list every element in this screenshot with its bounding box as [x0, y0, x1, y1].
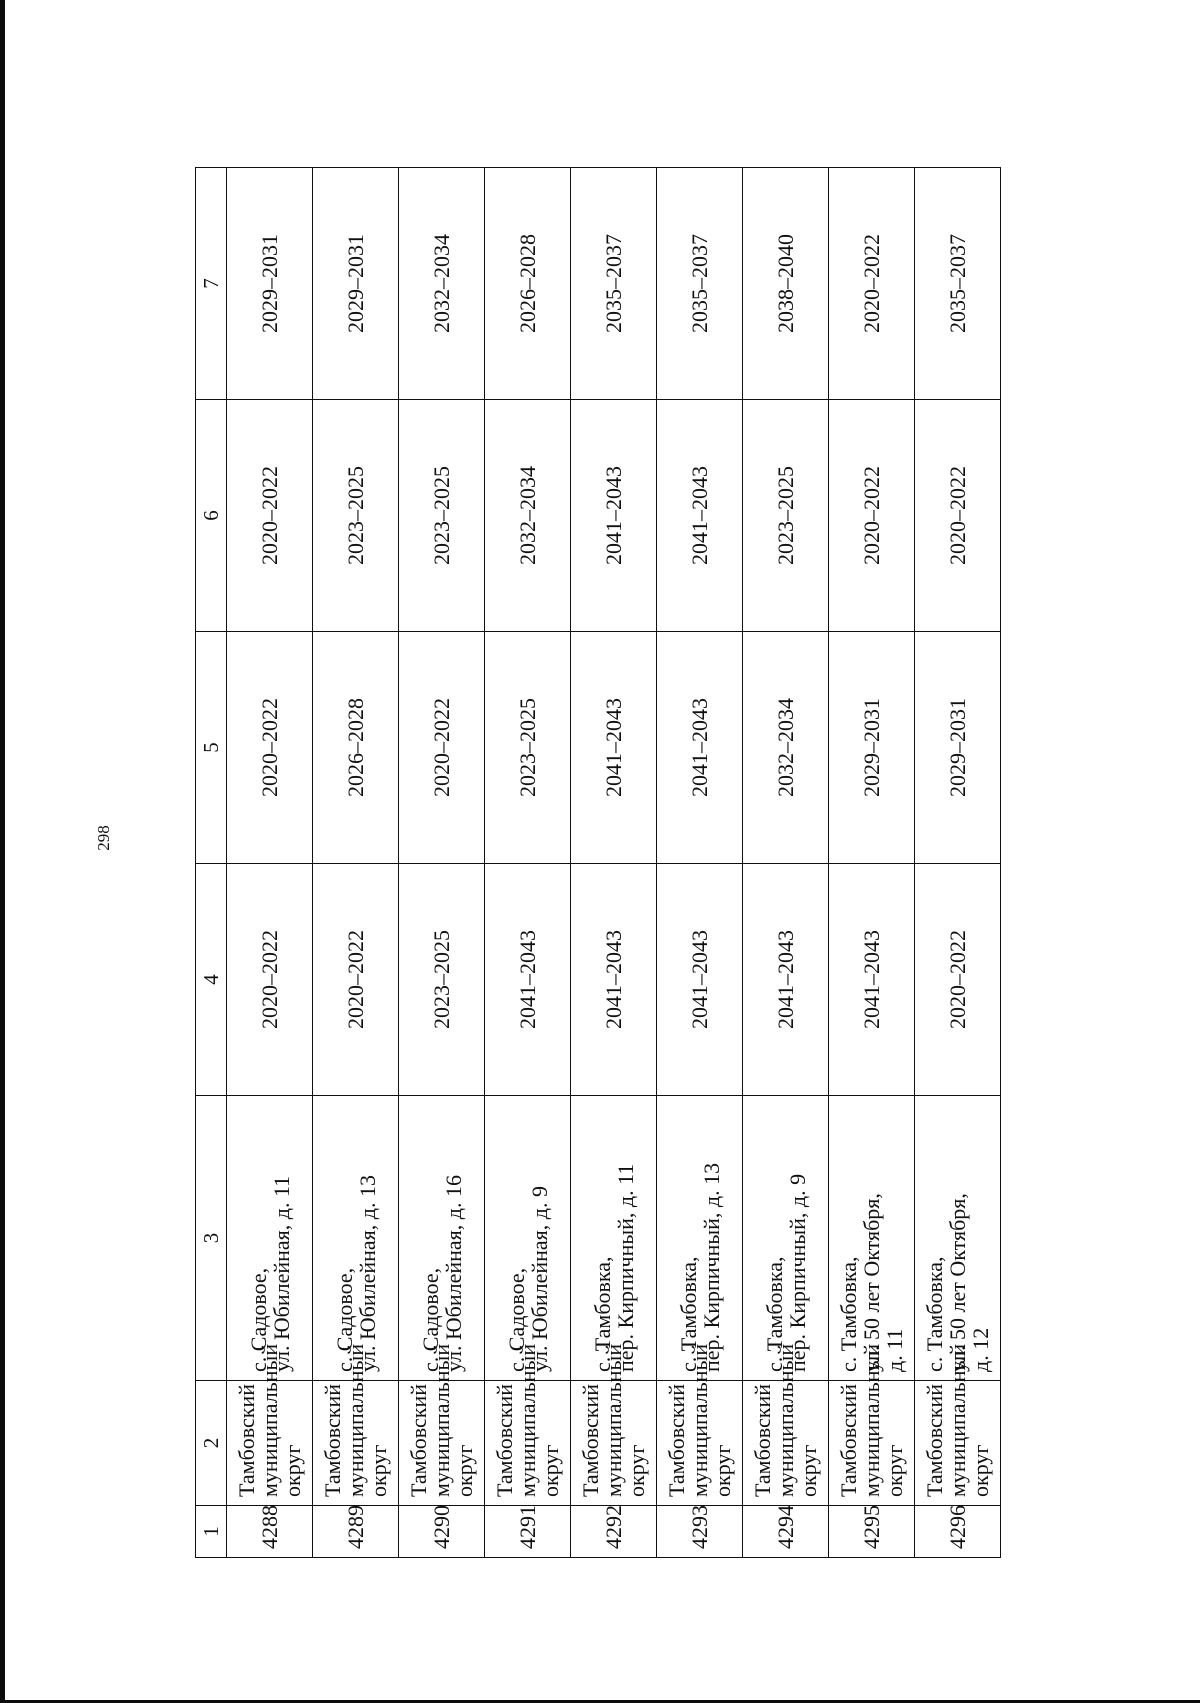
- period-cell: 2023–2025: [399, 864, 485, 1096]
- period-cell: 2032–2034: [399, 168, 485, 400]
- period-cell: 2029–2031: [829, 632, 915, 864]
- address-line: ул. 50 лет Октября,: [859, 1193, 884, 1372]
- district-line: муниципальный: [945, 1343, 970, 1497]
- district-line: Тамбовский: [750, 1383, 775, 1497]
- period-cell: 2032–2034: [743, 632, 829, 864]
- district-line: муниципальный: [601, 1343, 626, 1497]
- period-cell: 2041–2043: [571, 400, 657, 632]
- district-line: округ: [968, 1444, 993, 1497]
- period-cell: 2029–2031: [227, 168, 313, 400]
- address-line: пер. Кирпичный, д. 9: [784, 1173, 810, 1372]
- address-line: д. 12: [968, 1327, 993, 1372]
- table-row: [485, 168, 571, 1558]
- period-cell: 2041–2043: [829, 864, 915, 1096]
- table-row: [313, 168, 399, 1558]
- header-row: [196, 168, 227, 1558]
- column-header: 7: [196, 168, 227, 400]
- address-line: с. Тамбовка,: [922, 1256, 947, 1372]
- district-line: муниципальный: [859, 1343, 884, 1497]
- period-cell: 2029–2031: [915, 632, 1001, 864]
- district-cell: [743, 1343, 829, 1506]
- district-line: Тамбовский: [406, 1383, 431, 1497]
- address-line: с. Тамбовка,: [836, 1256, 861, 1372]
- period-cell: 2041–2043: [571, 864, 657, 1096]
- address-cell: [485, 1096, 571, 1381]
- address-cell: [571, 1096, 657, 1381]
- row-number-cell: 4291: [485, 1506, 571, 1558]
- district-line: округ: [280, 1444, 305, 1497]
- column-header: 4: [196, 864, 227, 1096]
- address-cell: [743, 1096, 829, 1381]
- period-cell: 2023–2025: [313, 400, 399, 632]
- address-line: д. 11: [882, 1328, 907, 1372]
- table-row: [657, 168, 743, 1558]
- row-number-cell: 4296: [915, 1506, 1001, 1558]
- district-cell: [227, 1343, 313, 1506]
- period-cell: 2035–2037: [657, 168, 743, 400]
- address-line: ул. 50 лет Октября,: [945, 1193, 970, 1372]
- district-line: муниципальный: [257, 1343, 282, 1497]
- period-cell: 2035–2037: [915, 168, 1001, 400]
- district-line: Тамбовский: [922, 1383, 947, 1497]
- data-table: [195, 167, 1001, 1558]
- period-cell: 2020–2022: [915, 400, 1001, 632]
- address-line: с. Садовое,: [331, 1267, 357, 1372]
- address-line: с. Тамбовка,: [589, 1256, 615, 1372]
- row-number-cell: 4295: [829, 1506, 915, 1558]
- row-number-cell: 4294: [743, 1506, 829, 1558]
- column-header: 1: [196, 1506, 227, 1558]
- period-cell: 2041–2043: [657, 400, 743, 632]
- period-cell: 2020–2022: [227, 400, 313, 632]
- district-line: муниципальный: [343, 1343, 368, 1497]
- district-line: Тамбовский: [234, 1383, 259, 1497]
- table-row: [399, 168, 485, 1558]
- address-line: с. Тамбовка,: [675, 1256, 701, 1372]
- period-cell: 2026–2028: [313, 632, 399, 864]
- district-line: округ: [452, 1444, 477, 1497]
- period-cell: 2020–2022: [829, 400, 915, 632]
- period-cell: 2035–2037: [571, 168, 657, 400]
- address-line: ул. Юбилейная, д. 16: [440, 1175, 466, 1372]
- table-row: [571, 168, 657, 1558]
- row-number-cell: 4289: [313, 1506, 399, 1558]
- district-line: округ: [882, 1444, 907, 1497]
- address-line: пер. Кирпичный, д. 11: [612, 1163, 638, 1372]
- period-cell: 2026–2028: [485, 168, 571, 400]
- district-cell: [485, 1343, 571, 1506]
- row-number-cell: 4293: [657, 1506, 743, 1558]
- table-row: [829, 168, 915, 1558]
- period-cell: 2023–2025: [485, 632, 571, 864]
- address-cell: [313, 1096, 399, 1381]
- district-line: Тамбовский: [578, 1383, 603, 1497]
- period-cell: 2041–2043: [743, 864, 829, 1096]
- period-cell: 2041–2043: [571, 632, 657, 864]
- district-cell: [313, 1343, 399, 1506]
- row-number-cell: 4288: [227, 1506, 313, 1558]
- row-number-cell: 4292: [571, 1506, 657, 1558]
- row-number-cell: 4290: [399, 1506, 485, 1558]
- district-line: округ: [624, 1444, 649, 1497]
- period-cell: 2041–2043: [657, 632, 743, 864]
- period-cell: 2038–2040: [743, 168, 829, 400]
- period-cell: 2029–2031: [313, 168, 399, 400]
- address-line: ул. Юбилейная, д. 11: [268, 1175, 294, 1372]
- district-line: округ: [366, 1444, 391, 1497]
- period-cell: 2020–2022: [313, 864, 399, 1096]
- district-line: Тамбовский: [664, 1383, 689, 1497]
- district-line: муниципальный: [429, 1343, 454, 1497]
- period-cell: 2020–2022: [227, 864, 313, 1096]
- column-header: 3: [196, 1096, 227, 1381]
- address-line: с. Садовое,: [245, 1267, 271, 1372]
- address-cell: [657, 1096, 743, 1381]
- district-cell: [571, 1343, 657, 1506]
- district-line: Тамбовский: [492, 1383, 517, 1497]
- district-line: муниципальный: [687, 1343, 712, 1497]
- district-line: округ: [538, 1444, 563, 1497]
- district-line: Тамбовский: [320, 1383, 345, 1497]
- district-line: округ: [796, 1444, 821, 1497]
- page-number: 298: [94, 825, 113, 851]
- address-cell: [915, 1096, 1001, 1381]
- address-cell: [227, 1096, 313, 1381]
- district-line: муниципальный: [773, 1343, 798, 1497]
- district-line: Тамбовский: [836, 1383, 861, 1497]
- period-cell: 2020–2022: [829, 168, 915, 400]
- address-line: ул. Юбилейная, д. 9: [526, 1186, 552, 1372]
- period-cell: 2020–2022: [399, 632, 485, 864]
- district-cell: [399, 1343, 485, 1506]
- table-row: [915, 168, 1001, 1558]
- period-cell: 2023–2025: [743, 400, 829, 632]
- period-cell: 2020–2022: [227, 632, 313, 864]
- column-header: 5: [196, 632, 227, 864]
- address-line: с. Садовое,: [417, 1267, 443, 1372]
- address-cell: [829, 1096, 915, 1381]
- table-row: [743, 168, 829, 1558]
- column-header: 6: [196, 400, 227, 632]
- district-line: округ: [710, 1444, 735, 1497]
- address-line: ул. Юбилейная, д. 13: [354, 1175, 380, 1372]
- address-cell: [399, 1096, 485, 1381]
- district-line: муниципальный: [515, 1343, 540, 1497]
- column-header: 2: [196, 1381, 227, 1506]
- period-cell: 2041–2043: [485, 864, 571, 1096]
- district-cell: [657, 1343, 743, 1506]
- period-cell: 2032–2034: [485, 400, 571, 632]
- period-cell: 2023–2025: [399, 400, 485, 632]
- period-cell: 2041–2043: [657, 864, 743, 1096]
- address-line: с. Садовое,: [503, 1267, 529, 1372]
- address-line: с. Тамбовка,: [761, 1256, 787, 1372]
- address-line: пер. Кирпичный, д. 13: [698, 1162, 724, 1372]
- table-row: [227, 168, 313, 1558]
- period-cell: 2020–2022: [915, 864, 1001, 1096]
